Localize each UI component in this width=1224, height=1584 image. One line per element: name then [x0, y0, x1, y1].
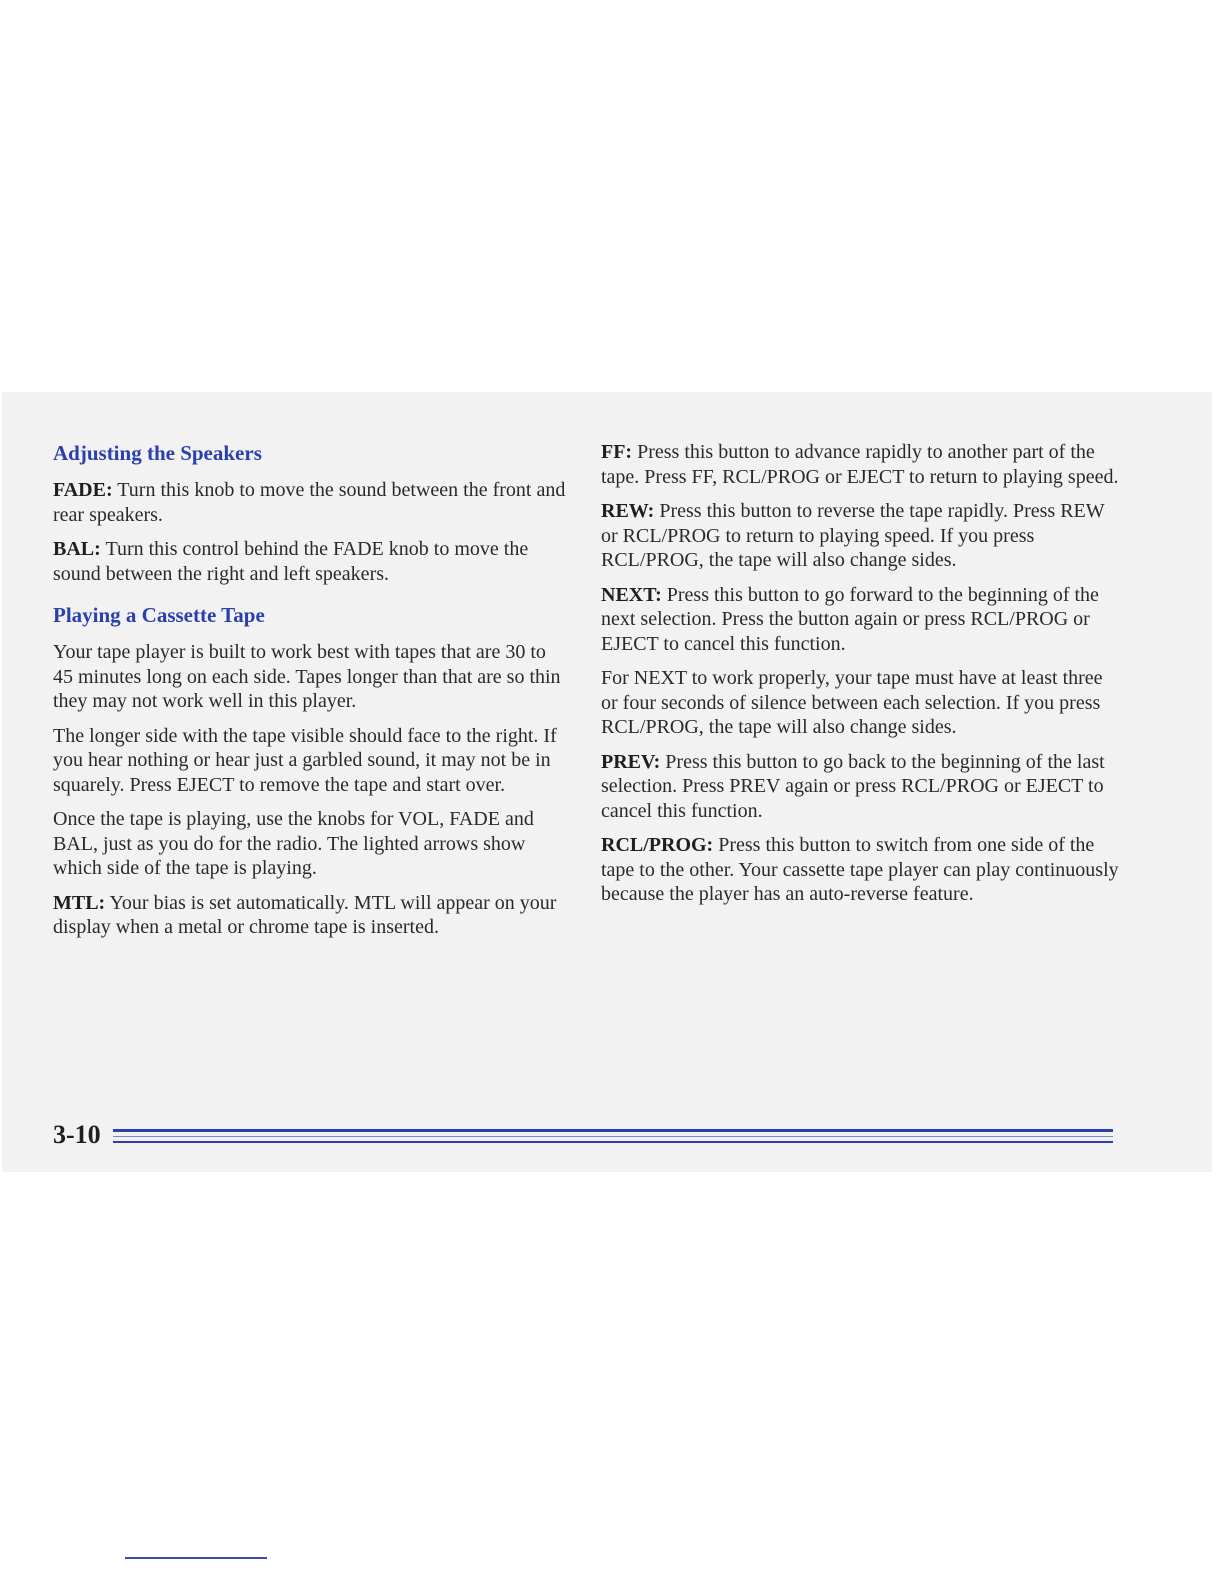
left-column: [53, 440, 568, 950]
bal-paragraph: [53, 537, 568, 586]
rew-paragraph: [601, 499, 1121, 573]
next-paragraph: [601, 583, 1121, 657]
ff-paragraph: [601, 440, 1121, 489]
fade-term: FADE:: [53, 479, 113, 501]
bal-term: BAL:: [53, 538, 101, 560]
footer-rule-bottom: [113, 1141, 1113, 1143]
heading-adjusting-speakers: Adjusting the Speakers: [53, 441, 262, 465]
rcl-prog-paragraph: [601, 833, 1121, 907]
tape-knobs-paragraph: Once the tape is playing, use the knobs for VOL, FADE and BAL, just as you do for the radio. The lighted arrows show which side of the tape is playing.: [53, 808, 534, 879]
next-term: NEXT:: [601, 583, 662, 606]
page-number: 3-10: [53, 1120, 101, 1149]
ff-term: FF:: [601, 441, 633, 463]
bal-text: Turn this control behind the FADE knob to move the sound between the right and left speakers.: [53, 538, 529, 585]
prev-term: PREV:: [601, 750, 661, 773]
rew-text: Press this button to reverse the tape rapidly. Press REW or RCL/PROG to return to playing speed. If you press RCL/PROG, the tape will also change sides.: [601, 500, 1105, 571]
bottom-divider: [125, 1557, 267, 1559]
rew-term: REW:: [601, 500, 655, 522]
right-column: [601, 440, 1121, 917]
prev-text: Press this button to go back to the beginning of the last selection. Press PREV again or press RCL/PROG or EJECT to cancel this function.: [601, 750, 1105, 822]
prev-paragraph: [601, 750, 1121, 824]
tape-length-paragraph: Your tape player is built to work best with tapes that are 30 to 45 minutes long on each side. Tapes longer than that are so thin they may not work well in this player.: [53, 641, 561, 712]
footer-rule-middle: [113, 1136, 1113, 1137]
rcl-prog-text: Press this button to switch from one side of the tape to the other. Your cassette tape player can play continuously because the player has an auto-reverse feature.: [601, 834, 1119, 905]
fade-paragraph: [53, 478, 568, 527]
tape-insert-paragraph: The longer side with the tape visible should face to the right. If you hear nothing or hear just a garbled sound, it may not be in squarely. Press EJECT to remove the tape and start over.: [53, 724, 557, 796]
footer-rule-top: [113, 1129, 1113, 1132]
mtl-paragraph: [53, 891, 568, 940]
fade-text: Turn this knob to move the sound between the front and rear speakers.: [53, 479, 566, 526]
next-note-paragraph: For NEXT to work properly, your tape must have at least three or four seconds of silence between each selection. If you press RCL/PROG, the tape will also change sides.: [601, 667, 1103, 738]
next-text: Press this button to go forward to the beginning of the next selection. Press the button again or press RCL/PROG or EJECT to cancel this function.: [601, 583, 1099, 655]
ff-text: Press this button to advance rapidly to another part of the tape. Press FF, RCL/PROG or EJECT to return to playing speed.: [601, 441, 1119, 488]
heading-playing-cassette: Playing a Cassette Tape: [53, 603, 265, 627]
mtl-term: MTL:: [53, 891, 106, 914]
mtl-text: Your bias is set automatically. MTL will appear on your display when a metal or chrome tape is inserted.: [53, 891, 557, 938]
rcl-prog-term: RCL/PROG:: [601, 834, 714, 856]
